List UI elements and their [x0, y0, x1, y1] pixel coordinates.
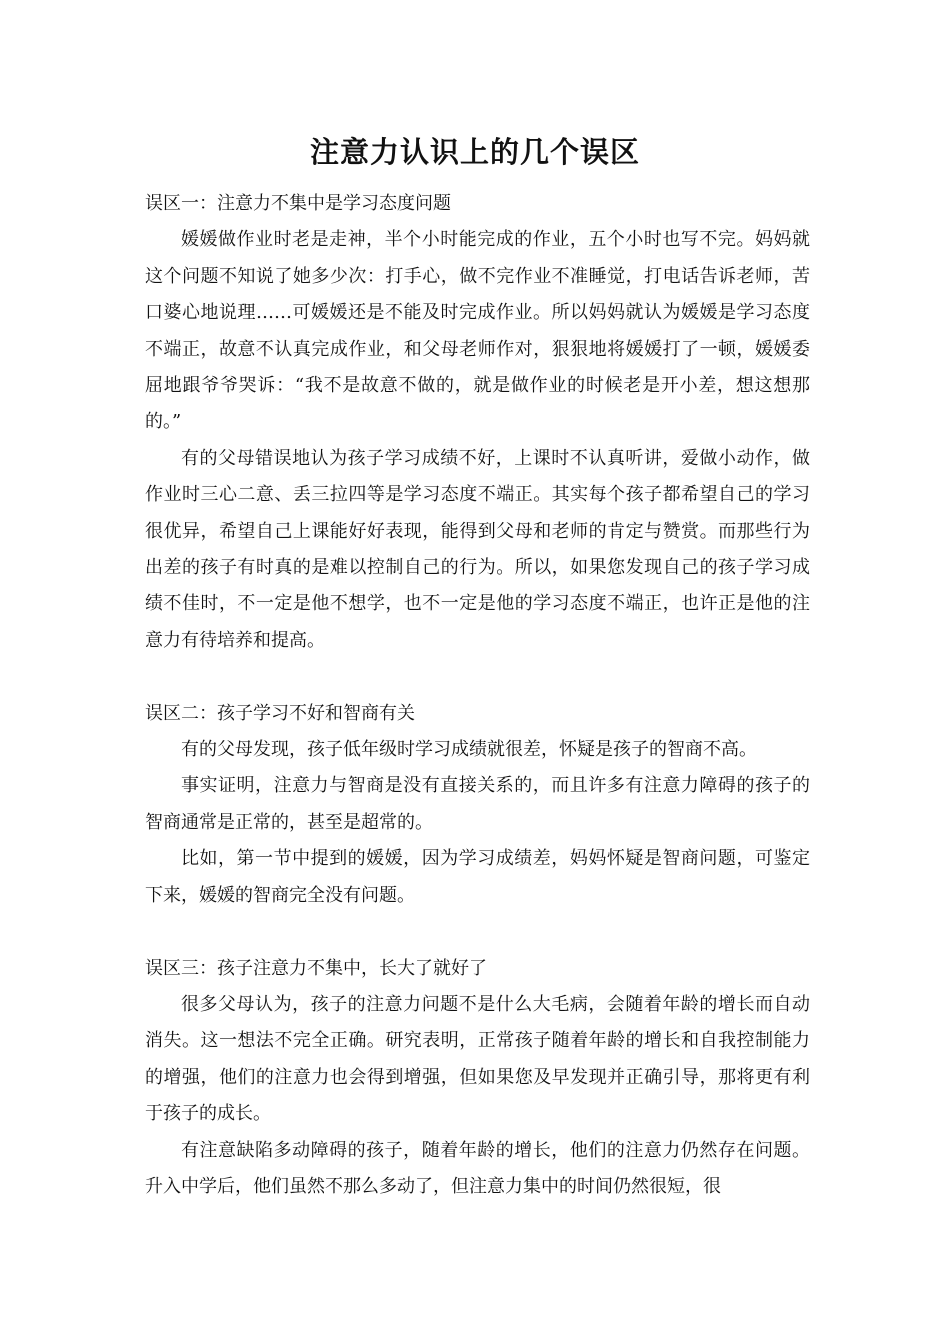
section-2-paragraph-3: 比如，第一节中提到的媛媛，因为学习成绩差，妈妈怀疑是智商问题，可鉴定下来，媛媛的智商完全没有问题。	[145, 848, 810, 906]
section-gap	[145, 659, 810, 695]
section-heading-3: 误区三：孩子注意力不集中，长大了就好了	[145, 957, 487, 979]
section-3-paragraph-2: 有注意缺陷多动障碍的孩子，随着年龄的增长，他们的注意力仍然存在问题。升入中学后，他们虽然不那么多动了，但注意力集中的时间仍然很短，很	[145, 1139, 810, 1197]
document-body	[145, 186, 810, 1205]
section-1-paragraph-2: 有的父母错误地认为孩子学习成绩不好，上课时不认真听讲，爱做小动作，做作业时三心二意、丢三拉四等是学习态度不端正。其实每个孩子都希望自己的学习很优异，希望自己上课能好好表现，能得到父母和老师的肯定与赞赏。而那些行为出差的孩子有时真的是难以控制自己的行为。所以，如果您发现自己的孩子学习成绩不佳时，不一定是他不想学，也不一定是他的学习态度不端正，也许正是他的注意力有待培养和提高。	[145, 447, 810, 651]
document-title: 注意力认识上的几个误区	[309, 135, 640, 169]
section-1-paragraph-1: 媛媛做作业时老是走神，半个小时能完成的作业，五个小时也写不完。妈妈就这个问题不知说了她多少次：打手心，做不完作业不准睡觉，打电话告诉老师，苦口婆心地说理……可媛媛还是不能及时完成作业。所以妈妈就认为媛媛是学习态度不端正，故意不认真完成作业，和父母老师作对，狠狠地将媛媛打了一顿，媛媛委屈地跟爷爷哭诉：“我不是故意不做的，就是做作业的时候老是开小差，想这想那的。”	[145, 229, 810, 433]
section-heading-2: 误区二：孩子学习不好和智商有关	[145, 702, 415, 724]
section-gap	[145, 914, 810, 950]
section-heading-1: 误区一：注意力不集中是学习态度问题	[145, 193, 451, 214]
section-3-paragraph-1: 很多父母认为，孩子的注意力问题不是什么大毛病，会随着年龄的增长而自动消失。这一想法不完全正确。研究表明，正常孩子随着年龄的增长和自我控制能力的增强，他们的注意力也会得到增强，但如果您及早发现并正确引导，那将更有利于孩子的成长。	[145, 993, 810, 1125]
section-2-paragraph-2: 事实证明，注意力与智商是没有直接关系的，而且许多有注意力障碍的孩子的智商通常是正常的，甚至是超常的。	[145, 775, 810, 833]
section-2-paragraph-1: 有的父母发现，孩子低年级时学习成绩就很差，怀疑是孩子的智商不高。	[181, 739, 757, 761]
